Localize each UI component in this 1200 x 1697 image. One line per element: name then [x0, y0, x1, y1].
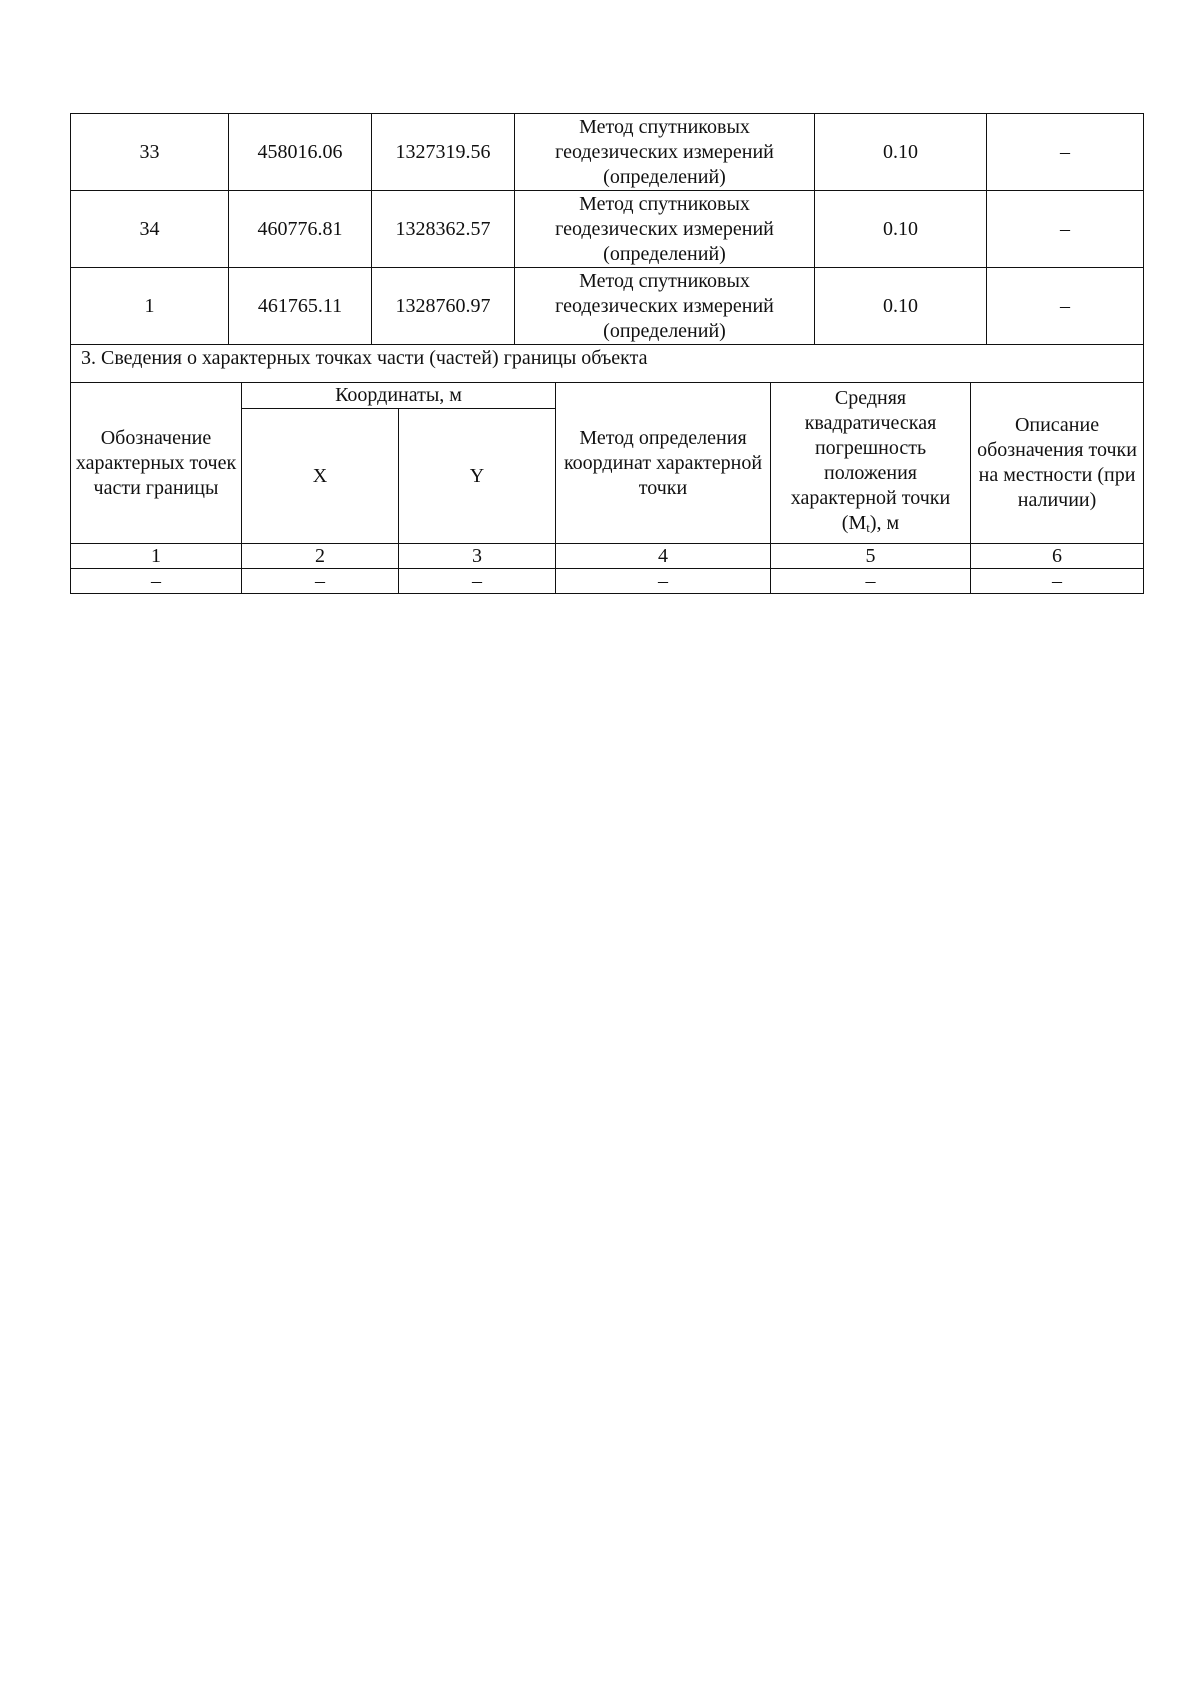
- table-row: [71, 114, 1144, 191]
- accuracy-header-unit: ), м: [869, 512, 900, 534]
- accuracy-cell: 0.10: [815, 268, 987, 345]
- column-number: 5: [771, 544, 971, 569]
- document-page: [70, 113, 1143, 594]
- x-header: X: [242, 409, 399, 544]
- y-coordinate-cell: 1328760.97: [372, 268, 515, 345]
- table-row: [71, 268, 1144, 345]
- accuracy-cell: 0.10: [815, 191, 987, 268]
- y-header: Y: [399, 409, 556, 544]
- point-number-cell: 1: [71, 268, 229, 345]
- table-row: [71, 191, 1144, 268]
- accuracy-header-text: Средняя квадратическая погрешность положения характерной точки (M: [790, 387, 951, 534]
- description-cell: –: [987, 191, 1144, 268]
- column-number: 6: [971, 544, 1144, 569]
- column-number: 3: [399, 544, 556, 569]
- accuracy-header: [771, 383, 971, 544]
- section-title-row: [71, 345, 1144, 383]
- part-boundary-points-table: [70, 345, 1144, 594]
- column-number: 2: [242, 544, 399, 569]
- accuracy-cell: 0.10: [815, 114, 987, 191]
- table-row: [71, 569, 1144, 594]
- description-cell: –: [987, 114, 1144, 191]
- y-coordinate-cell: 1327319.56: [372, 114, 515, 191]
- empty-cell: –: [399, 569, 556, 594]
- designation-header: Обозначение характерных точек части границы: [71, 383, 242, 544]
- point-number-cell: 33: [71, 114, 229, 191]
- empty-cell: –: [556, 569, 771, 594]
- method-cell: Метод спутниковых геодезических измерений (определений): [515, 191, 815, 268]
- coordinates-group-header: Координаты, м: [242, 383, 556, 409]
- boundary-points-table: [70, 113, 1144, 345]
- section-title: 3. Сведения о характерных точках части (частей) границы объекта: [71, 345, 1144, 383]
- point-number-cell: 34: [71, 191, 229, 268]
- method-cell: Метод спутниковых геодезических измерений (определений): [515, 268, 815, 345]
- description-header: Описание обозначения точки на местности (при наличии): [971, 383, 1144, 544]
- description-cell: –: [987, 268, 1144, 345]
- column-number: 1: [71, 544, 242, 569]
- column-number: 4: [556, 544, 771, 569]
- accuracy-header-subscript: t: [866, 520, 870, 535]
- method-header: Метод определения координат характерной точки: [556, 383, 771, 544]
- empty-cell: –: [71, 569, 242, 594]
- x-coordinate-cell: 460776.81: [229, 191, 372, 268]
- x-coordinate-cell: 461765.11: [229, 268, 372, 345]
- table-header-row: [71, 383, 1144, 409]
- x-coordinate-cell: 458016.06: [229, 114, 372, 191]
- empty-cell: –: [971, 569, 1144, 594]
- empty-cell: –: [242, 569, 399, 594]
- empty-cell: –: [771, 569, 971, 594]
- method-cell: Метод спутниковых геодезических измерений (определений): [515, 114, 815, 191]
- y-coordinate-cell: 1328362.57: [372, 191, 515, 268]
- column-numbers-row: [71, 544, 1144, 569]
